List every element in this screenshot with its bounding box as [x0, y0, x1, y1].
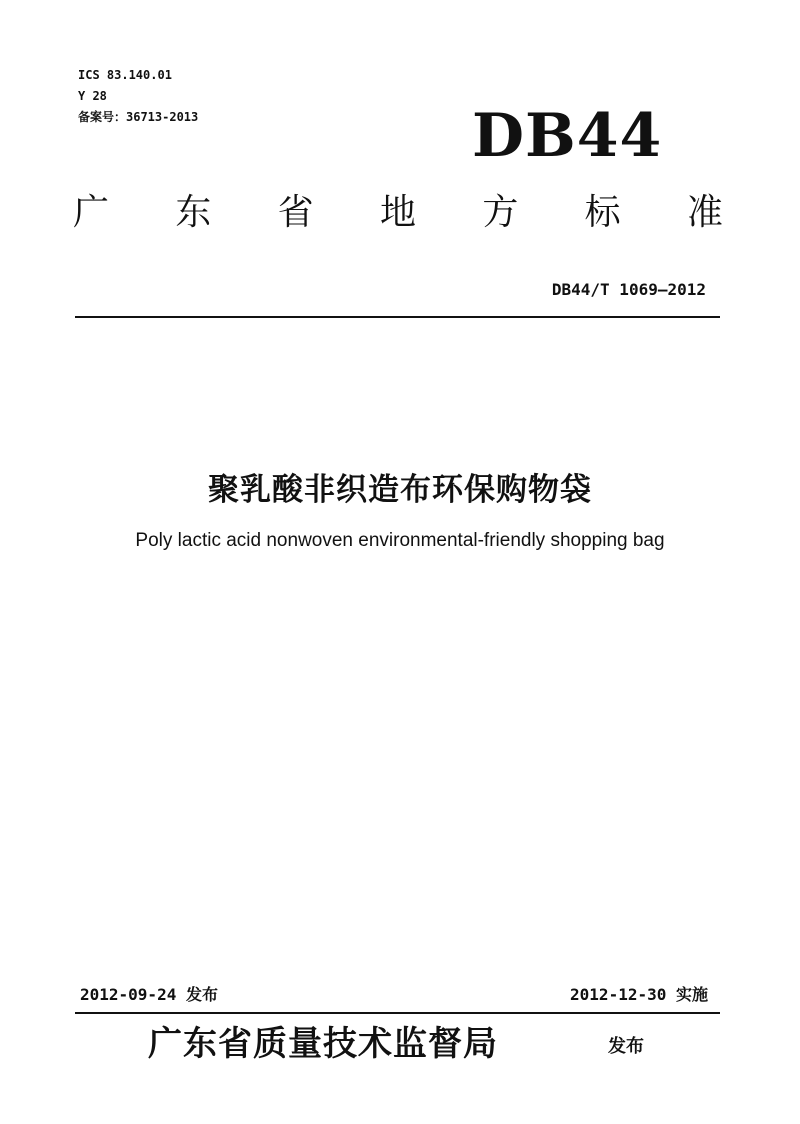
- standard-type-char: 地: [379, 192, 416, 233]
- document-title-en: Poly lactic acid nonwoven environmental-friendly shopping bag: [135, 530, 665, 551]
- publish-date: 2012-09-24 发布: [80, 985, 218, 1004]
- bottom-divider: [75, 1012, 720, 1014]
- standard-type-char: 省: [277, 192, 314, 233]
- issuer-verb: 发布: [608, 1036, 644, 1057]
- document-title-zh: 聚乳酸非织造布环保购物袋: [208, 472, 592, 508]
- ics-code: ICS 83.140.01: [78, 68, 172, 82]
- standard-type-char: 标: [584, 192, 621, 233]
- standard-type-heading: [73, 188, 723, 238]
- record-number: 备案号：36713-2013: [78, 110, 199, 124]
- standard-type-char: 东: [175, 192, 212, 233]
- standard-number: DB44/T 1069—2012: [551, 280, 706, 299]
- category-code: Y 28: [78, 89, 107, 103]
- implement-date: 2012-12-30 实施: [570, 985, 708, 1004]
- standard-type-char: 方: [482, 192, 519, 233]
- db44-logo: DB44: [472, 101, 663, 171]
- top-divider: [75, 316, 720, 318]
- issuer-name: 广东省质量技术监督局: [148, 1024, 498, 1064]
- standard-type-char: 准: [686, 192, 723, 233]
- standard-type-char: 广: [73, 192, 110, 233]
